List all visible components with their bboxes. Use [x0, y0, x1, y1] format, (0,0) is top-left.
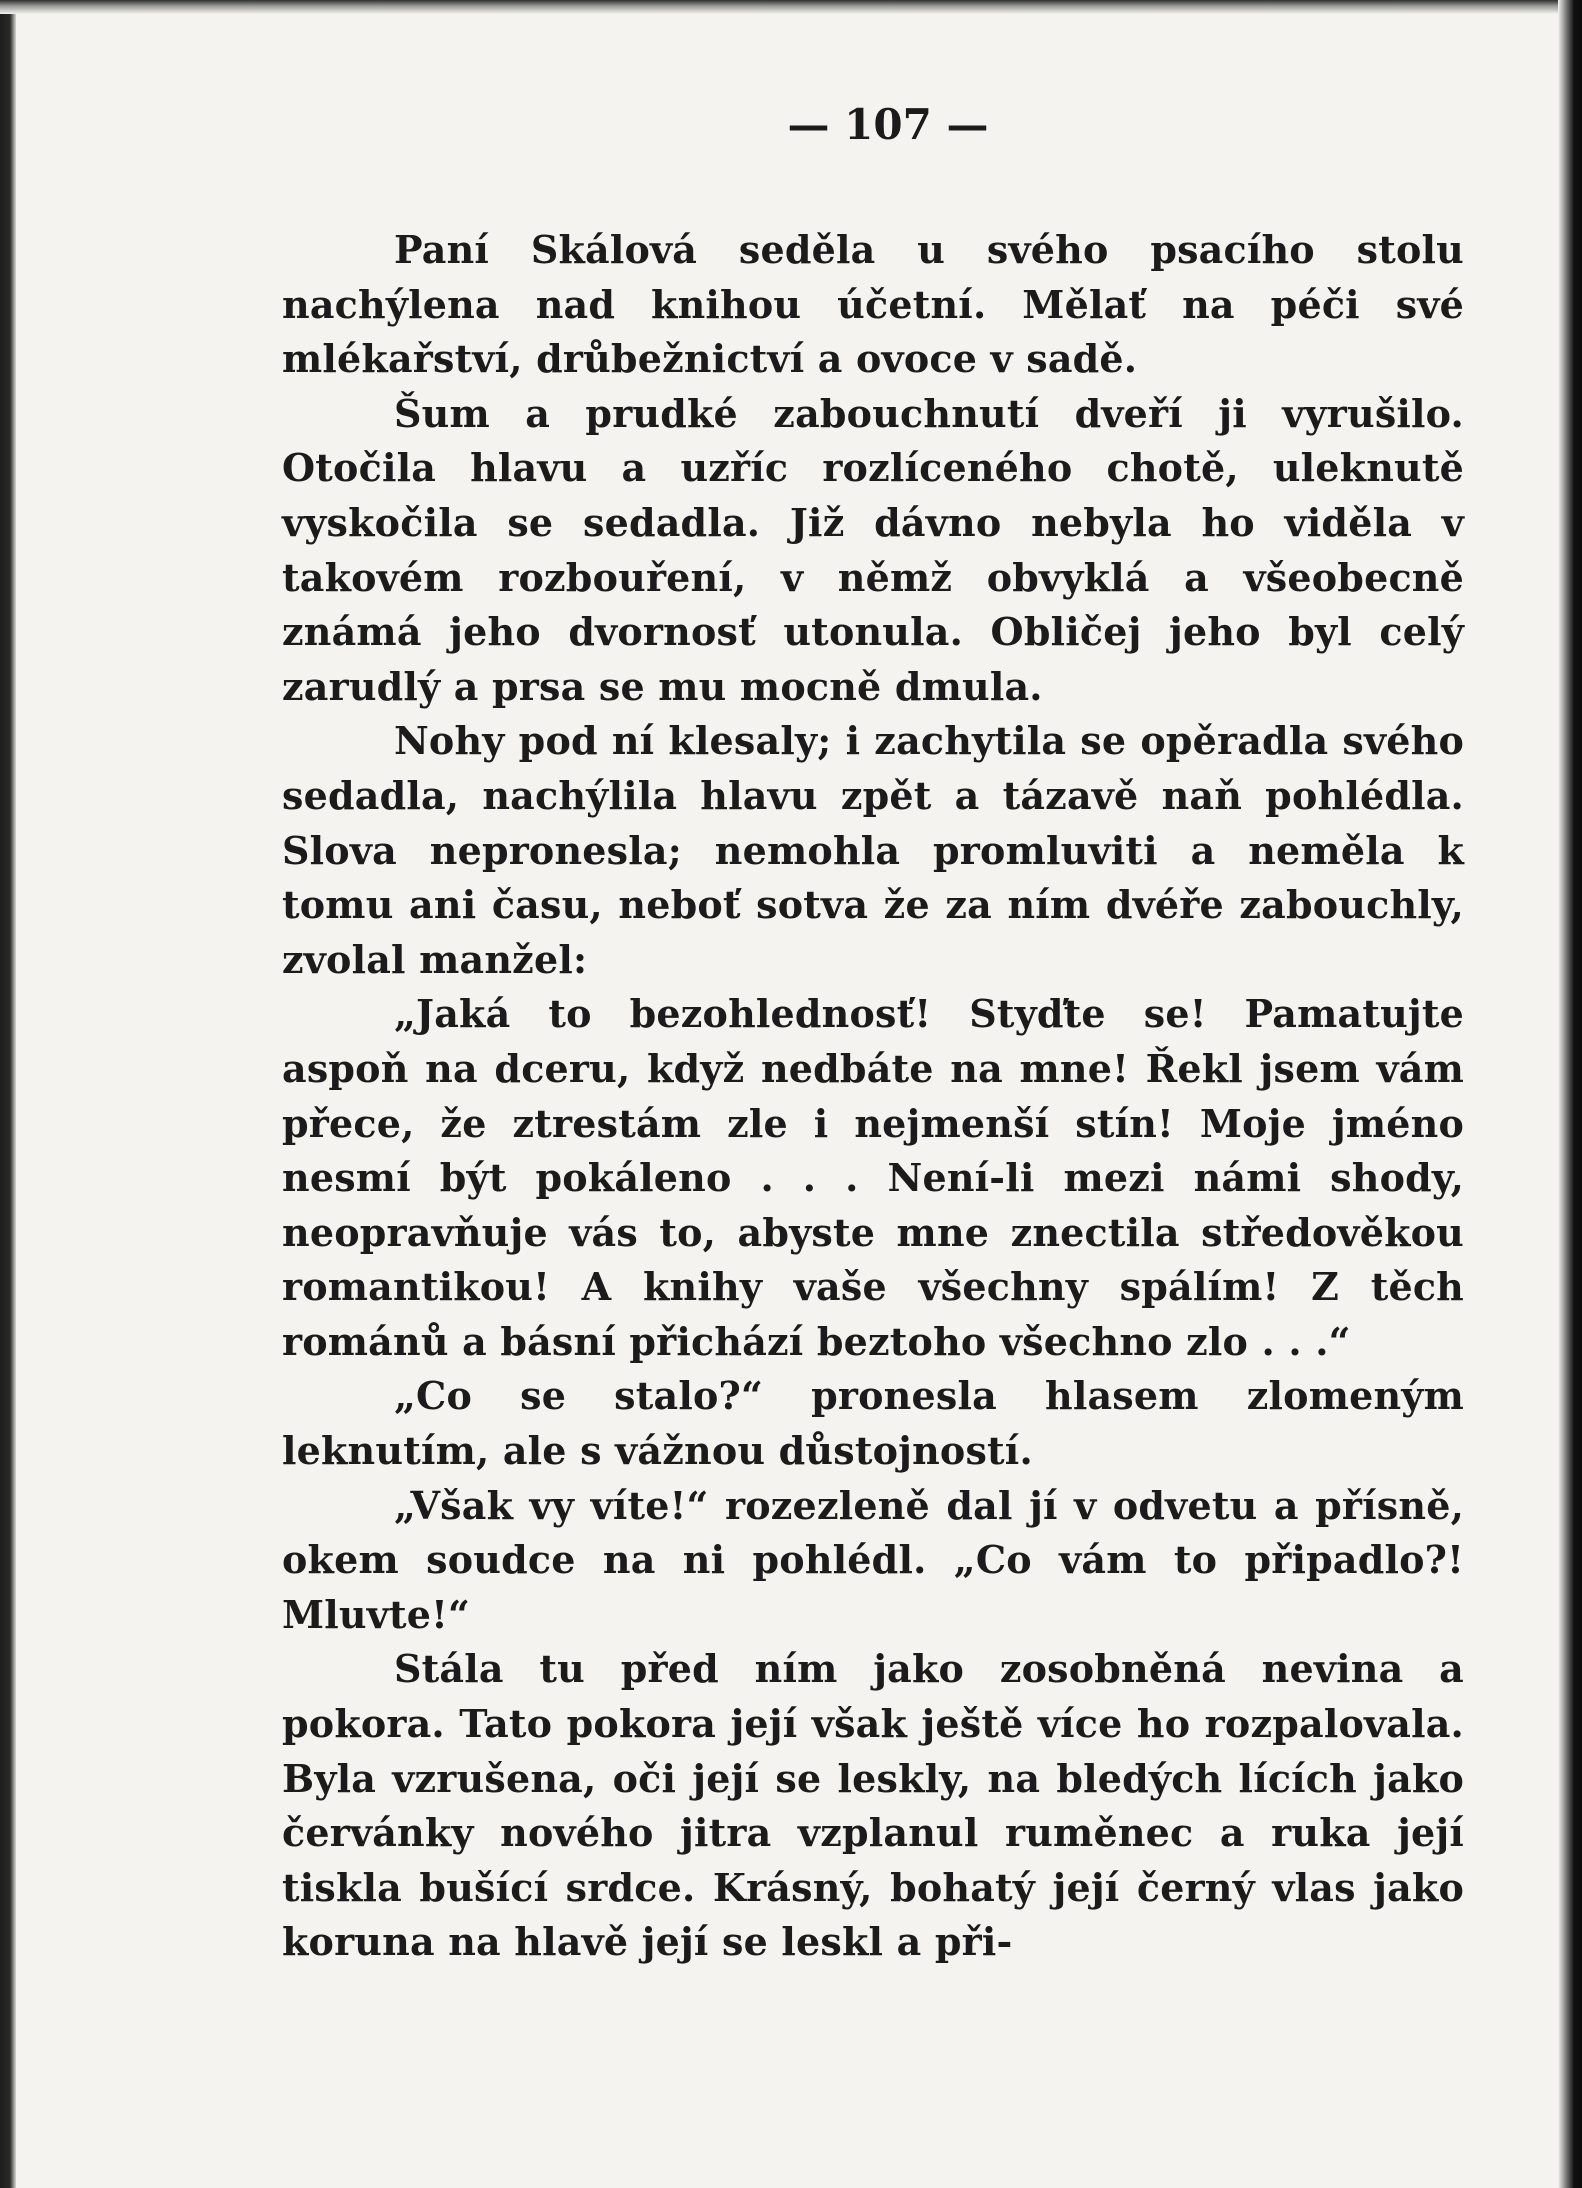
paragraph: Paní Skálová seděla u svého psacího stolu nachýlena nad knihou účetní. Mělať na péči své mlékařství, drůbežnictví a ovoce v sadě. — [282, 227, 1464, 382]
paragraph: Šum a prudké zabouchnutí dveří ji vyrušilo. Otočila hlavu a uzříc rozlíceného chotě, uleknutě vyskočila se sedadla. Již dávno nebyla ho viděla v takovém rozbouření, v němž obvyklá a všeobecně známá jeho dvornosť utonula. Obličej jeho byl celý zarudlý a prsa se mu mocně dmula. — [282, 390, 1464, 709]
scan-edge-right — [1558, 0, 1582, 2188]
paragraph: „Co se stalo?“ pronesla hlasem zlomeným leknutím, ale s vážnou důstojností. — [282, 1373, 1464, 1474]
book-page — [282, 95, 1464, 1970]
page-number: — 107 — — [787, 100, 989, 149]
scan-edge-left — [0, 0, 16, 2188]
paragraph: „Však vy víte!“ rozezleně dal jí v odvetu a přísně, okem soudce na ni pohlédl. „Co vám to připadlo?! Mluvte!“ — [282, 1482, 1464, 1637]
paragraph: Nohy pod ní klesaly; i zachytila se opěradla svého sedadla, nachýlila hlavu zpět a tázavě naň pohlédla. Slova nepronesla; nemohla promluviti a neměla k tomu ani času, neboť sotva že za ním dvéře zabouchly, zvolal manžel: — [282, 718, 1464, 982]
body-text — [282, 223, 1464, 1970]
paragraph: „Jaká to bezohlednosť! Styďte se! Pamatujte aspoň na dceru, když nedbáte na mne! Řekl jsem vám přece, že ztrestám zle i nejmenší stín! Moje jméno nesmí být pokáleno . . . Není-li mezi námi shody, neopravňuje vás to, abyste mne znectila středověkou romantikou! A knihy vaše všechny spálím! Z těch románů a básní přichází beztoho všechno zlo . . .“ — [282, 991, 1464, 1364]
paragraph: Stála tu před ním jako zosobněná nevina a pokora. Tato pokora její však ještě více ho rozpalovala. Byla vzrušena, oči její se leskly, na bledých lících jako červánky nového jitra vzplanul ruměnec a ruka její tiskla bušící srdce. Krásný, bohatý její černý vlas jako koruna na hlavě její se leskl a při- — [282, 1646, 1464, 1965]
scan-edge-top — [0, 0, 1582, 14]
